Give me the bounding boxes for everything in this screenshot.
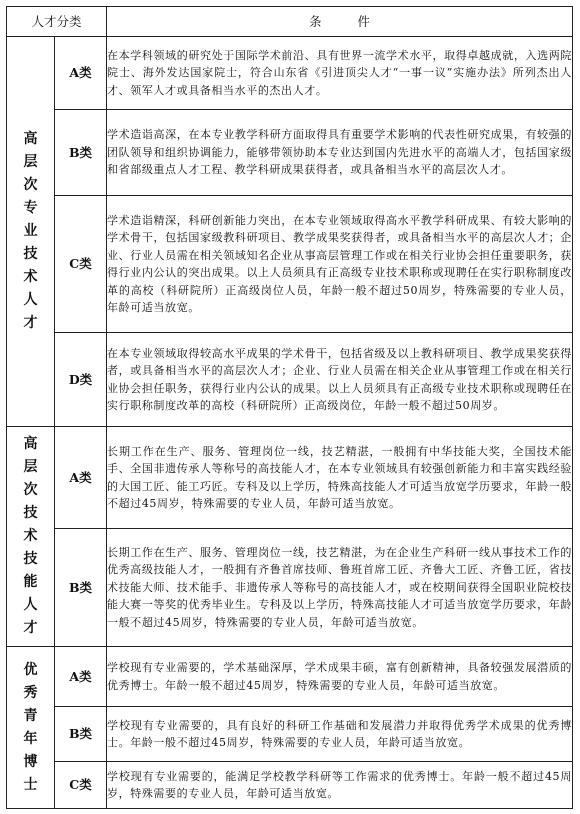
grade-label: B类 — [55, 110, 107, 196]
grade-label: B类 — [55, 707, 107, 762]
header-condition: 条件 — [107, 7, 573, 37]
table-row — [7, 37, 573, 110]
condition-text: 学校现有专业需要的，能满足学校教学科研等工作需求的优秀博士。年龄一般不超过45周岁，特殊需要的专业人员，年龄可适当放宽。 — [107, 762, 573, 809]
condition-text: 学校现有专业需要的，学术基础深厚，学术成果丰硕，富有创新精神，具备较强发展潜质的优秀博士。年龄一般不超过45周岁，特殊需要的专业人员，年龄可适当放宽。 — [107, 647, 573, 707]
talent-classification-table — [6, 6, 573, 809]
group-name-young-phd: 优 秀 青 年 博 士 — [7, 647, 55, 809]
condition-text: 学术造诣精深，科研创新能力突出，在本专业领域取得高水平教学科研成果、有较大影响的学术骨干，包括国家级教科研项目、教学成果奖获得者，或具备相当水平的高层次人才；企业、行业人员需在相关领域知名企业从事高层管理工作或在相关行业协会担任重要职务，获得行业内公认的突出成果。以上人员须具有正高级专业技术职称或现聘任在实行职称制度改革的高校（科研院所）正高级岗位人员，年龄一般不超过50周岁，特殊需要的专业人员，年龄可适当放宽。 — [107, 196, 573, 333]
condition-text: 长期工作在生产、服务、管理岗位一线，技艺精湛，一般拥有中华技能大奖，全国技术能手、全国非遗传承人等称号的高技能人才，在本专业领域具有较强创新能力和丰富实践经验的大国工匠、能工巧匠。专科及以上学历，特殊高技能人才可适当放宽学历要求，年龄一般不超过45周岁，特殊需要的专业人员，年龄可适当放宽。 — [107, 427, 573, 529]
table-row — [7, 762, 573, 809]
group-name-high-skill: 高 层 次 技 术 技 能 人 才 — [7, 427, 55, 647]
group-name-professional-tech: 高 层 次 专 业 技 术 人 才 — [7, 37, 55, 427]
grade-label: A类 — [55, 37, 107, 110]
header-category: 人才分类 — [7, 7, 107, 37]
condition-text: 学校现有专业需要的，具有良好的科研工作基础和发展潜力并取得优秀学术成果的优秀博士。年龄一般不超过45周岁，特殊需要的专业人员，年龄可适当放宽。 — [107, 707, 573, 762]
grade-label: C类 — [55, 196, 107, 333]
table-header-row — [7, 7, 573, 37]
table-row — [7, 707, 573, 762]
grade-label: A类 — [55, 647, 107, 707]
table-row — [7, 196, 573, 333]
table-row — [7, 427, 573, 529]
table-row — [7, 110, 573, 196]
grade-label: B类 — [55, 529, 107, 647]
grade-label: A类 — [55, 427, 107, 529]
condition-text: 长期工作在生产、服务、管理岗位一线，技艺精湛，为在企业生产科研一线从事技术工作的优秀高级技能人才，一般拥有齐鲁首席技师、鲁班首席工匠、齐鲁大工匠、齐鲁工匠，省技术技能大师、技术能手、非遗传承人等称号的高技能人才，或在校期间获得全国职业院校技能大赛一等奖的优秀毕业生。专科及以上学历，特殊高技能人才可适当放宽学历要求，年龄一般不超过45周岁，特殊需要的专业人员，年龄可适当放宽。 — [107, 529, 573, 647]
table-row — [7, 333, 573, 427]
table-row — [7, 529, 573, 647]
table-row — [7, 647, 573, 707]
grade-label: D类 — [55, 333, 107, 427]
condition-text: 在本专业领域取得较高水平成果的学术骨干，包括省级及以上教科研项目、教学成果奖获得者，或具备相当水平的高层次人才；企业、行业人员需在相关企业从事管理工作或在相关行业协会担任职务，获得行业内公认的成果。以上人员须具有正高级专业技术职称或现聘任在实行职称制度改革的高校（科研院所）正高级岗位，年龄一般不超过50周岁。 — [107, 333, 573, 427]
condition-text: 学术造诣高深，在本专业教学科研方面取得具有重要学术影响的代表性研究成果，有较强的团队领导和组织协调能力，能够带领协助本专业达到国内先进水平的高端人才，包括国家级和省部级重点人才工程、教学科研成果获得者，或具备相当水平的高层次人才。 — [107, 110, 573, 196]
condition-text: 在本学科领域的研究处于国际学术前沿、具有世界一流学术水平，取得卓越成就，入选两院院士、海外发达国家院士，符合山东省《引进顶尖人才“一事一议”实施办法》所列杰出人才、领军人才或具备相当水平的杰出人才。 — [107, 37, 573, 110]
grade-label: C类 — [55, 762, 107, 809]
